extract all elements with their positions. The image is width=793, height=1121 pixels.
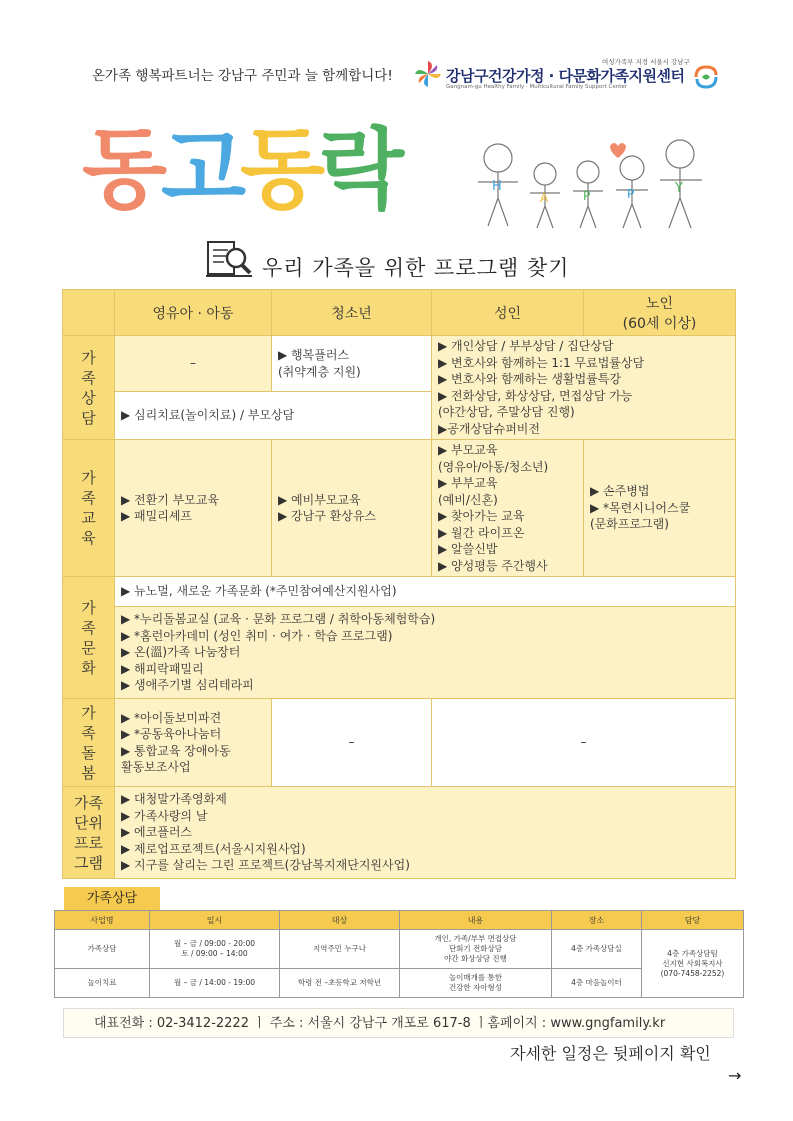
col-place: 장소 bbox=[552, 911, 642, 930]
list-line: ▶ 월간 라이프온 bbox=[438, 525, 525, 540]
family-unit-items bbox=[115, 787, 736, 879]
row-name: 가족상담 bbox=[55, 930, 150, 969]
counseling-child-youth: ▶ 심리치료(놀이치료) / 부모상담 bbox=[115, 392, 432, 440]
list-line: 건강한 자아형성 bbox=[448, 983, 503, 992]
education-youth bbox=[272, 440, 432, 577]
title-char: 동 bbox=[240, 118, 322, 221]
header-youth: 청소년 bbox=[272, 290, 432, 336]
list-line: ▶ 변호사와 함께하는 1:1 무료법률상담 bbox=[438, 355, 645, 370]
header-senior bbox=[584, 290, 736, 336]
list-line: ▶ 부부교육 bbox=[438, 476, 498, 490]
list-line: ▶공개상담슈퍼비전 bbox=[438, 421, 540, 436]
row-time bbox=[150, 930, 280, 969]
list-line: ▶ 생애주기별 심리테라피 bbox=[121, 678, 254, 693]
list-line: 4층 가족상담팀 bbox=[667, 948, 718, 958]
list-line: 활동보조사업 bbox=[121, 760, 191, 774]
org-name: 강남구건강가정 · 다문화가족지원센터 bbox=[446, 67, 685, 85]
row-time bbox=[150, 969, 280, 998]
happy-family-illustration-icon bbox=[470, 138, 720, 230]
list-line: ▶ *누리돌봄교실 (교육 · 문화 프로그램 / 취학아동체험학습) bbox=[121, 612, 436, 627]
row-name: 놀이치료 bbox=[55, 969, 150, 998]
list-line: (문화프로그램) bbox=[590, 517, 669, 532]
list-line: 놀이매개를 통한 bbox=[448, 973, 503, 982]
list-line: 월 – 금 / 14:00 - 19:00 bbox=[173, 978, 255, 987]
title-char: 고 bbox=[161, 118, 243, 221]
counseling-adult-senior bbox=[432, 336, 736, 440]
counseling-schedule-table bbox=[54, 910, 744, 998]
list-line: ▶ 찾아가는 교육 bbox=[438, 509, 525, 523]
col-program: 사업명 bbox=[55, 911, 150, 930]
col-time: 일시 bbox=[150, 911, 280, 930]
education-adult bbox=[432, 440, 584, 577]
list-line: 월 – 금 / 09:00 - 20:00 bbox=[173, 939, 255, 948]
list-line: ▶ *아이돌보미파견 bbox=[121, 710, 222, 725]
list-line: ▶ 대청말가족영화제 bbox=[121, 792, 227, 807]
category-culture: 가족문화 bbox=[63, 577, 115, 699]
list-line: (070-7458-2252) bbox=[660, 968, 725, 978]
next-page-arrow-icon: → bbox=[728, 1066, 742, 1085]
happy-letter-y: Y bbox=[675, 181, 683, 196]
happy-letter-p1: P bbox=[583, 189, 591, 203]
row-target: 학령 전 –초등학교 저학년 bbox=[280, 969, 400, 998]
list-line: 신지현 사회복지사 bbox=[662, 958, 723, 968]
education-senior bbox=[584, 440, 736, 577]
counseling-child: – bbox=[115, 336, 272, 392]
row-place: 4층 가족상담실 bbox=[552, 930, 642, 969]
table-row bbox=[55, 969, 744, 998]
education-child bbox=[115, 440, 272, 577]
list-line: ▶ 에코플러스 bbox=[121, 825, 193, 840]
category-care: 가족돌봄 bbox=[63, 699, 115, 787]
list-line: ▶ *목련시니어스쿨 bbox=[590, 500, 691, 515]
culture-line-1: ▶ 뉴노멀, 새로운 가족문화 (*주민참여예산지원사업) bbox=[115, 577, 736, 607]
ministry-label: 여성가족부 지정 서울시 강남구 bbox=[602, 58, 690, 66]
list-line: 단회기 전화상담 bbox=[448, 944, 503, 953]
detail-note: 자세한 일정은 뒷페이지 확인 bbox=[510, 1044, 711, 1063]
list-line: ▶ 온(溫)가족 나눔장터 bbox=[121, 645, 241, 660]
counseling-tab: 가족상담 bbox=[64, 887, 160, 910]
list-line: 토 / 09:00 – 14:00 bbox=[181, 949, 248, 958]
row-content bbox=[400, 969, 552, 998]
title-char: 락 bbox=[319, 118, 401, 221]
category-education: 가족교육 bbox=[63, 440, 115, 577]
contact-bar: 대표전화 : 02-3412-2222 ㅣ 주소 : 서울시 강남구 개포로 617-8 ㅣ홈페이지 : www.gngfamily.kr bbox=[63, 1008, 734, 1038]
table-corner bbox=[63, 290, 115, 336]
program-table bbox=[62, 289, 736, 879]
col-target: 대상 bbox=[280, 911, 400, 930]
culture-items bbox=[115, 607, 736, 699]
list-line: ▶ 변호사와 함께하는 생활법률특강 bbox=[438, 372, 621, 386]
list-line: 야간 화상상담 진행 bbox=[444, 954, 507, 963]
list-line: ▶ 부모교육 bbox=[438, 443, 498, 457]
list-line: (영유아/아동/청소년) bbox=[438, 459, 549, 474]
happy-letter-h: H bbox=[492, 179, 502, 194]
header-child: 영유아 · 아동 bbox=[115, 290, 272, 336]
row-content bbox=[400, 930, 552, 969]
row-place: 4층 마음놀이터 bbox=[552, 969, 642, 998]
list-line: (야간상담, 주말상담 진행) bbox=[438, 405, 575, 419]
list-line: ▶ 강남구 환상유스 bbox=[278, 509, 377, 523]
list-line: ▶ 가족사랑의 날 bbox=[121, 808, 208, 823]
header-adult: 성인 bbox=[432, 290, 584, 336]
list-line: ▶ 통합교육 장애아동 bbox=[121, 743, 231, 758]
main-title bbox=[82, 110, 401, 230]
magnifier-document-icon bbox=[204, 236, 256, 280]
list-line: ▶ 지구를 살리는 그린 프로젝트(강남복지재단지원사업) bbox=[121, 858, 410, 873]
category-counseling: 가족상담 bbox=[63, 336, 115, 440]
care-adult-senior: – bbox=[432, 699, 736, 787]
row-manager bbox=[642, 930, 744, 998]
table-row bbox=[55, 930, 744, 969]
counseling-youth bbox=[272, 336, 432, 392]
list-line: ▶ 양성평등 주간행사 bbox=[438, 558, 548, 573]
list-line: ▶ 행복플러스 bbox=[278, 348, 350, 362]
header-senior-label: 노인 bbox=[645, 295, 674, 312]
list-line: (예비/신혼) bbox=[438, 492, 498, 507]
list-line: ▶ 전환기 부모교육 bbox=[121, 492, 220, 507]
org-name-en: Gangnam-gu Healthy Family · Multicultural Family Support Center bbox=[446, 84, 628, 90]
happy-letter-p2: P bbox=[627, 187, 635, 201]
pinwheel-logo-icon bbox=[414, 60, 442, 88]
list-line: ▶ *공동육아나눔터 bbox=[121, 727, 222, 741]
list-line: ▶ 알쓸신밥 bbox=[438, 542, 498, 556]
care-youth: – bbox=[272, 699, 432, 787]
title-char: 동 bbox=[82, 118, 164, 221]
list-line: ▶ 해피락패밀리 bbox=[121, 661, 204, 676]
page-subtitle: 우리 가족을 위한 프로그램 찾기 bbox=[262, 256, 570, 280]
category-family-unit: 가족단위프로그램 bbox=[63, 787, 115, 879]
list-line: ▶ 전화상담, 화상상담, 면접상담 가능 bbox=[438, 388, 633, 403]
col-manager: 담당 bbox=[642, 911, 744, 930]
list-line: ▶ 제로업프로젝트(서울시지원사업) bbox=[121, 841, 306, 856]
happy-letter-a: A bbox=[540, 191, 549, 205]
row-target: 지역주민 누구나 bbox=[280, 930, 400, 969]
swirl-logo-icon bbox=[692, 65, 720, 89]
header-senior-age: (60세 이상) bbox=[622, 315, 697, 332]
col-content: 내용 bbox=[400, 911, 552, 930]
list-line: ▶ 손주병법 bbox=[590, 484, 650, 499]
list-line: 개인, 가족/부부 면접상담 bbox=[434, 934, 517, 943]
list-line: (취약계층 지원) bbox=[278, 364, 361, 379]
care-child bbox=[115, 699, 272, 787]
center-logo bbox=[414, 57, 744, 93]
list-line: ▶ 패밀리셰프 bbox=[121, 509, 193, 523]
tagline: 온가족 행복파트너는 강남구 주민과 늘 함께합니다! bbox=[92, 68, 393, 84]
list-line: ▶ 개인상담 / 부부상담 / 집단상담 bbox=[438, 339, 614, 353]
list-line: ▶ *홈런아카데미 (성인 취미 · 여가 · 학습 프로그램) bbox=[121, 628, 393, 643]
list-line: ▶ 예비부모교육 bbox=[278, 492, 361, 507]
